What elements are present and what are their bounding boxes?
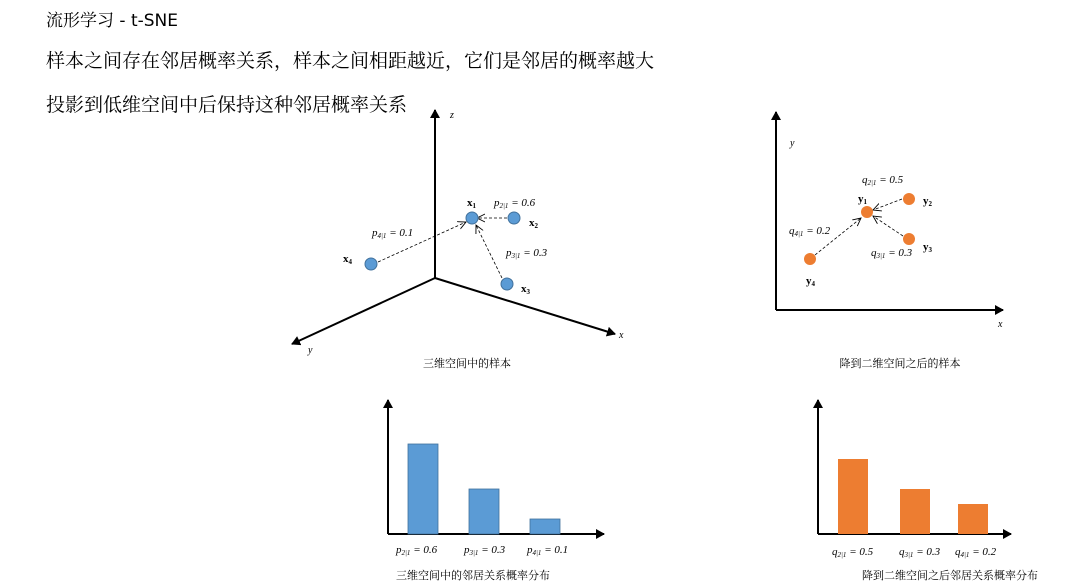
x-axis-label: x [619, 330, 624, 341]
diagram-3d [292, 110, 624, 370]
chart1-bar-p21 [408, 444, 438, 534]
point-x2 [508, 212, 520, 224]
x-axis-label-2d: x [998, 319, 1003, 330]
chart2-tick-q21: q2|1 = 0.5 [832, 546, 874, 559]
diagram-2d [776, 112, 1003, 370]
chart1-tick-p31: p3|1 = 0.3 [464, 544, 506, 557]
description-line-2: 投影到低维空间中后保持这种邻居概率关系 [46, 94, 408, 116]
chart2-tick-q31: q3|1 = 0.3 [899, 546, 941, 559]
point-y4 [804, 253, 816, 265]
y-axis-label-2d: y [790, 138, 795, 149]
chart1-caption: 三维空间中的邻居关系概率分布 [396, 569, 550, 582]
bar-chart-3d [388, 400, 604, 582]
chart2-caption: 降到二维空间之后邻居关系概率分布 [862, 569, 1038, 582]
chart2-bar-q31 [900, 489, 930, 534]
description-line-1: 样本之间存在邻居概率关系，样本之间相距越近，它们是邻居的概率越大 [46, 50, 655, 72]
edge-y3-y1 [873, 216, 903, 236]
caption-2d: 降到二维空间之后的样本 [839, 357, 961, 370]
edge-x3-x1 [476, 225, 502, 278]
chart2-bar-q41 [958, 504, 988, 534]
edge-label-p31: p3|1 = 0.3 [506, 247, 548, 260]
chart1-bar-p41 [530, 519, 560, 534]
point-x4 [365, 258, 377, 270]
z-axis-label: z [450, 110, 454, 121]
edge-label-p41: p4|1 = 0.1 [372, 227, 414, 240]
y-axis-label: y [308, 345, 313, 356]
label-y4: y4 [806, 275, 815, 288]
chart2-tick-q41: q4|1 = 0.2 [955, 546, 997, 559]
chart1-tick-p41: p4|1 = 0.1 [527, 544, 569, 557]
label-x4: x4 [343, 253, 352, 266]
edge-label-q21: q2|1 = 0.5 [862, 174, 904, 187]
y-axis [292, 278, 435, 344]
caption-3d: 三维空间中的样本 [423, 357, 511, 370]
bar-chart-2d [818, 400, 1038, 582]
label-y3: y3 [923, 241, 932, 254]
point-y2 [903, 193, 915, 205]
point-y1 [861, 206, 873, 218]
label-x3: x3 [521, 283, 530, 296]
label-x1: x1 [467, 197, 476, 210]
chart1-tick-p21: p2|1 = 0.6 [396, 544, 438, 557]
edge-label-p21: p2|1 = 0.6 [494, 197, 536, 210]
point-x3 [501, 278, 513, 290]
point-x1 [466, 212, 478, 224]
edge-label-q31: q3|1 = 0.3 [871, 247, 913, 260]
label-x2: x2 [529, 217, 538, 230]
edge-y2-y1 [873, 199, 902, 210]
edge-label-q41: q4|1 = 0.2 [789, 225, 831, 238]
label-y2: y2 [923, 195, 932, 208]
label-y1: y1 [858, 193, 867, 206]
chart1-bar-p31 [469, 489, 499, 534]
point-y3 [903, 233, 915, 245]
slide-title: 流形学习 - t-SNE [46, 11, 178, 31]
chart2-bar-q21 [838, 459, 868, 534]
